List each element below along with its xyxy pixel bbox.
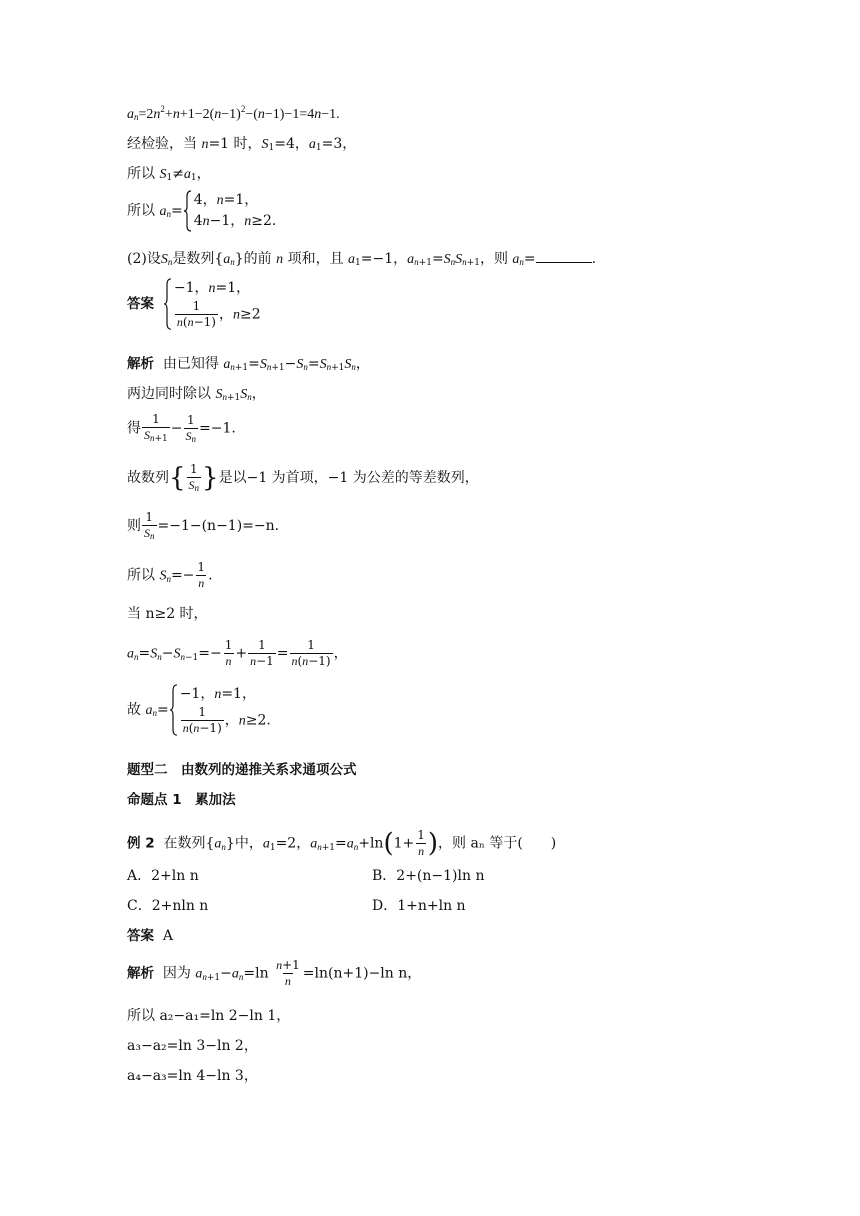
question-2: (2)设$S_n$是数列$\{a_n\}$的前 n 项和，且 $a_1=-1$，$a_{n+1}=S_nS_{n+1}$，则 $a_n=$ . bbox=[127, 248, 596, 271]
analysis-line-4: 故数列{ $\frac{1}{S_n}$ }是以−1 为首项，−1 为公差的等差数列， bbox=[127, 462, 479, 493]
option-c[interactable]: C．2+nln n bbox=[127, 898, 209, 914]
option-b[interactable]: B．2+(n−1)ln n bbox=[372, 868, 485, 884]
answer-blank bbox=[536, 248, 592, 263]
section-title: 题型二 由数列的递推关系求通项公式 bbox=[127, 762, 357, 778]
analysis-ex2-line-3: a₃−a₂=ln 3−ln 2， bbox=[127, 1038, 258, 1054]
example-2: 例 2 在数列$\{a_n\}$中，$a_1=2$，$a_{n+1}=a_n+\ln(1+$ $\frac{1}{n}$ )，则 aₙ 等于( ) bbox=[127, 828, 557, 859]
answer-2: 答案 −1，n=1， $\frac{1}{n(n-1)}$ ，n≥2 bbox=[127, 280, 261, 329]
left-brace-icon bbox=[183, 190, 192, 232]
option-a[interactable]: A．2+ln n bbox=[127, 868, 199, 884]
analysis-line-3: 得 $\frac{1}{S_{n+1}}$ − $\frac{1}{S_n}$ =−1. bbox=[127, 412, 236, 444]
piecewise-an-1: 所以 $a_n=$ 4，n=1， 4n−1，n≥2. bbox=[127, 190, 276, 232]
sub-title: 命题点 1 累加法 bbox=[127, 792, 236, 808]
check-line: 经检验，当 n=1 时，$S_1=4$，$a_1=3$， bbox=[127, 136, 357, 153]
answer-ex2: 答案 A bbox=[127, 928, 174, 944]
analysis-ex2-line-2: 所以 a₂−a₁=ln 2−ln 1， bbox=[127, 1008, 291, 1024]
piecewise-an-2: 故 $a_n=$ −1，n=1， $\frac{1}{n(n-1)}$ ，n≥2. bbox=[127, 686, 271, 735]
analysis-ex2-line-4: a₄−a₃=ln 4−ln 3， bbox=[127, 1068, 258, 1084]
conclusion-line-1: 所以 $S_1\ne a_1$， bbox=[127, 166, 211, 183]
left-brace-icon bbox=[163, 278, 172, 330]
analysis-line-5: 则 $\frac{1}{S_n}$ =−1−(n−1)=−n. bbox=[127, 510, 280, 541]
analysis-line-1: 解析 由已知得 $a_{n+1}=S_{n+1}-S_n=S_{n+1}S_n$， bbox=[127, 356, 370, 373]
analysis-line-2: 两边同时除以 $S_{n+1}S_n$， bbox=[127, 386, 266, 403]
formula-line-1: $a_n=2n^2+n+1-2(n-1)^2-(n-1)-1=4n-1$. bbox=[127, 104, 340, 122]
option-d[interactable]: D．1+n+ln n bbox=[372, 898, 466, 914]
analysis-line-6: 所以 $S_n=-$ $\frac{1}{n}$ . bbox=[127, 560, 213, 590]
left-brace-icon bbox=[169, 684, 178, 736]
analysis-ex2-line-1: 解析 因为 $a_{n+1}-a_n=\ln$ $\frac{n+1}{n}$ =ln(n+1)−ln n， bbox=[127, 958, 422, 988]
analysis-line-7: 当 n≥2 时， bbox=[127, 606, 208, 622]
analysis-line-8: $a_n=S_n-S_{n-1}=-$ $\frac{1}{n}$ + $\frac{1}{n-1}$ = $\frac{1}{n(n-1)}$ ， bbox=[127, 638, 348, 668]
